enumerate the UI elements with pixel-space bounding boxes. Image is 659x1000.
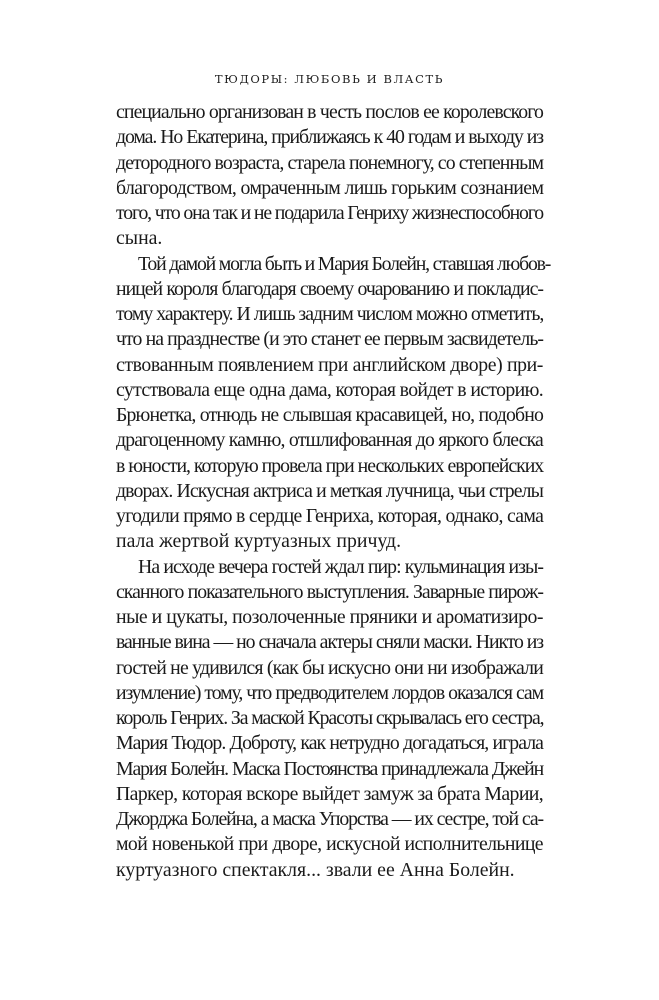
body-text: [116, 100, 551, 883]
text-line: На исходе вечера гостей ждал пир: кульминация изы-: [138, 555, 543, 578]
text-line: того, что она так и не подарила Генриху жизнеспособного: [116, 202, 543, 224]
running-head: ТЮДОРЫ: ЛЮБОВЬ И ВЛАСТЬ: [214, 72, 445, 86]
text-line: ные и цукаты, позолоченные пряники и ароматизиро-: [116, 606, 543, 628]
text-line: король Генрих. За маской Красоты скрывалась его сестра,: [116, 707, 544, 729]
text-line: дворах. Искусная актриса и меткая лучница, чьи стрелы: [116, 479, 543, 502]
text-line: специально организован в честь послов ее королевского: [116, 101, 543, 123]
text-line: Паркер, которая вскоре выйдет замуж за брата Марии,: [116, 782, 544, 805]
text-line: благородством, омраченным лишь горьким сознанием: [116, 176, 544, 199]
paragraph-1: [116, 100, 543, 252]
paragraph-2: [116, 252, 551, 555]
text-line: Брюнетка, отнюдь не слывшая красавицей, но, подобно: [116, 404, 543, 426]
text-line: угодили прямо в сердце Генриха, которая, однако, сама: [116, 505, 544, 527]
text-line: мой новенькой при дворе, искусной исполнительнице: [116, 833, 543, 856]
text-line: ванные вина — но сначала актеры сняли маски. Никто из: [116, 631, 543, 654]
paragraph-3: [116, 555, 543, 883]
text-line: тому характеру. И лишь задним числом можно отметить,: [116, 303, 544, 325]
text-line: ницей короля благодаря своему очарованию и покладис-: [116, 277, 543, 300]
text-line: Мария Тюдор. Доброту, как нетрудно догадаться, играла: [116, 732, 543, 755]
text-line: пала жертвой куртуазных причуд.: [116, 530, 402, 553]
text-line: Той дамой могла быть и Мария Болейн, ставшая любов-: [138, 252, 551, 275]
text-line: дома. Но Екатерина, приближаясь к 40 годам и выходу из: [116, 126, 543, 149]
text-line: Джорджа Болейна, а маска Упорства — их сестре, той са-: [116, 808, 543, 830]
text-line: сына.: [116, 227, 163, 250]
text-line: куртуазного спектакля... звали ее Анна Болейн.: [116, 858, 515, 881]
text-line: изумление) тому, что предводителем лордов оказался сам: [116, 681, 543, 704]
text-line: детородного возраста, старела понемногу, со степенным: [116, 151, 544, 174]
text-line: Мария Болейн. Маска Постоянства принадлежала Джейн: [116, 757, 543, 780]
text-line: ствованным появлением при английском дворе) при-: [116, 353, 543, 376]
text-line: гостей не удивился (как бы искусно они ни изображали: [116, 656, 543, 679]
text-line: в юности, которую провела при нескольких европейских: [116, 454, 544, 477]
text-line: сутствовала еще одна дама, которая войдет в историю.: [116, 378, 543, 401]
text-line: сканного показательного выступления. Заварные пирож-: [116, 580, 543, 603]
text-line: что на празднестве (и это станет ее первым засвидетель-: [116, 328, 544, 351]
text-line: драгоценному камню, отшлифованная до яркого блеска: [116, 429, 543, 452]
